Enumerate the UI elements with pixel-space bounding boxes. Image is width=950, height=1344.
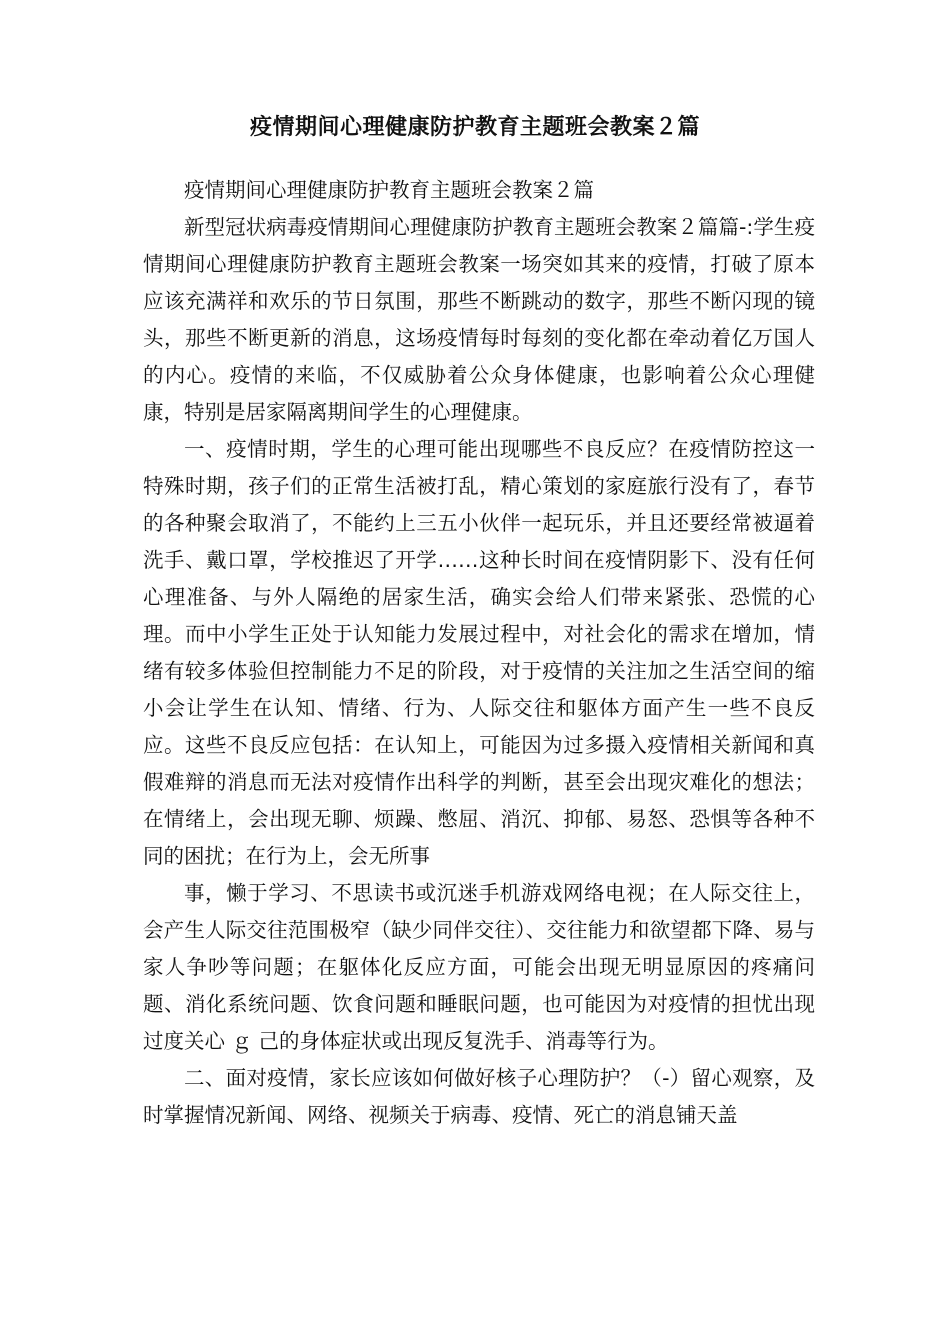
paragraph-section-one: 一、疫情时期，学生的心理可能出现哪些不良反应？在疫情防控这一特殊时期，孩子们的正常生活被打乱，精心策划的家庭旅行没有了，春节的各种聚会取消了，不能约上三五小伙伴一起玩乐，并且还要经常被逼着洗手、戴口罩，学校推迟了开学……这种长时间在疫情阴影下、没有任何心理准备、与外人隔绝的居家生活，确实会给人们带来紧张、恐慌的心理。而中小学生正处于认知能力发展过程中，对社会化的需求在增加，情绪有较多体验但控制能力不足的阶段，对于疫情的关注加之生活空间的缩小会让学生在认知、情绪、行为、人际交往和躯体方面产生一些不良反应。这些不良反应包括：在认知上，可能因为过多摄入疫情相关新闻和真假难辩的消息而无法对疫情作出科学的判断，甚至会出现灾难化的想法；在情绪上，会出现无聊、烦躁、憋屈、消沉、抑郁、易怒、恐惧等各种不同的困扰；在行为上，会无所事 <box>143 437 815 868</box>
paragraph-section-two: 二、面对疫情，家长应该如何做好核子心理防护？（-）留心观察，及时掌握情况新闻、网络、视频关于病毒、疫情、死亡的消息铺天盖 <box>143 1066 815 1127</box>
document-title: 疫情期间心理健康防护教育主题班会教案２篇 <box>249 115 700 140</box>
paragraph-subtitle: 疫情期间心理健康防护教育主题班会教案２篇 <box>184 178 594 202</box>
paragraph-section-one-continued: 事，懒于学习、不思读书或沉迷手机游戏网络电视；在人际交往上，会产生人际交往范围极窄（缺少同伴交往）、交往能力和欲望都下降、易与家人争吵等问题；在躯体化反应方面，可能会出现无明显原因的疼痛问题、消化系统问题、饮食问题和睡眠问题，也可能因为对疫情的担忧出现过度关心 ｇ 己的身体症状或出现反复洗手、消毒等行为。 <box>143 881 815 1053</box>
paragraph-intro: 新型冠状病毒疫情期间心理健康防护教育主题班会教案２篇篇-:学生疫情期间心理健康防护教育主题班会教案一场突如其来的疫情，打破了原本应该充满祥和欢乐的节日氛围，那些不断跳动的数字，那些不断闪现的镜头，那些不断更新的消息，这场疫情每时每刻的变化都在牵动着亿万国人的内心。疫情的来临，不仅威胁着公众身体健康，也影响着公众心理健康，特别是居家隔离期间学生的心理健康。 <box>143 215 815 424</box>
document-body <box>143 172 815 1134</box>
